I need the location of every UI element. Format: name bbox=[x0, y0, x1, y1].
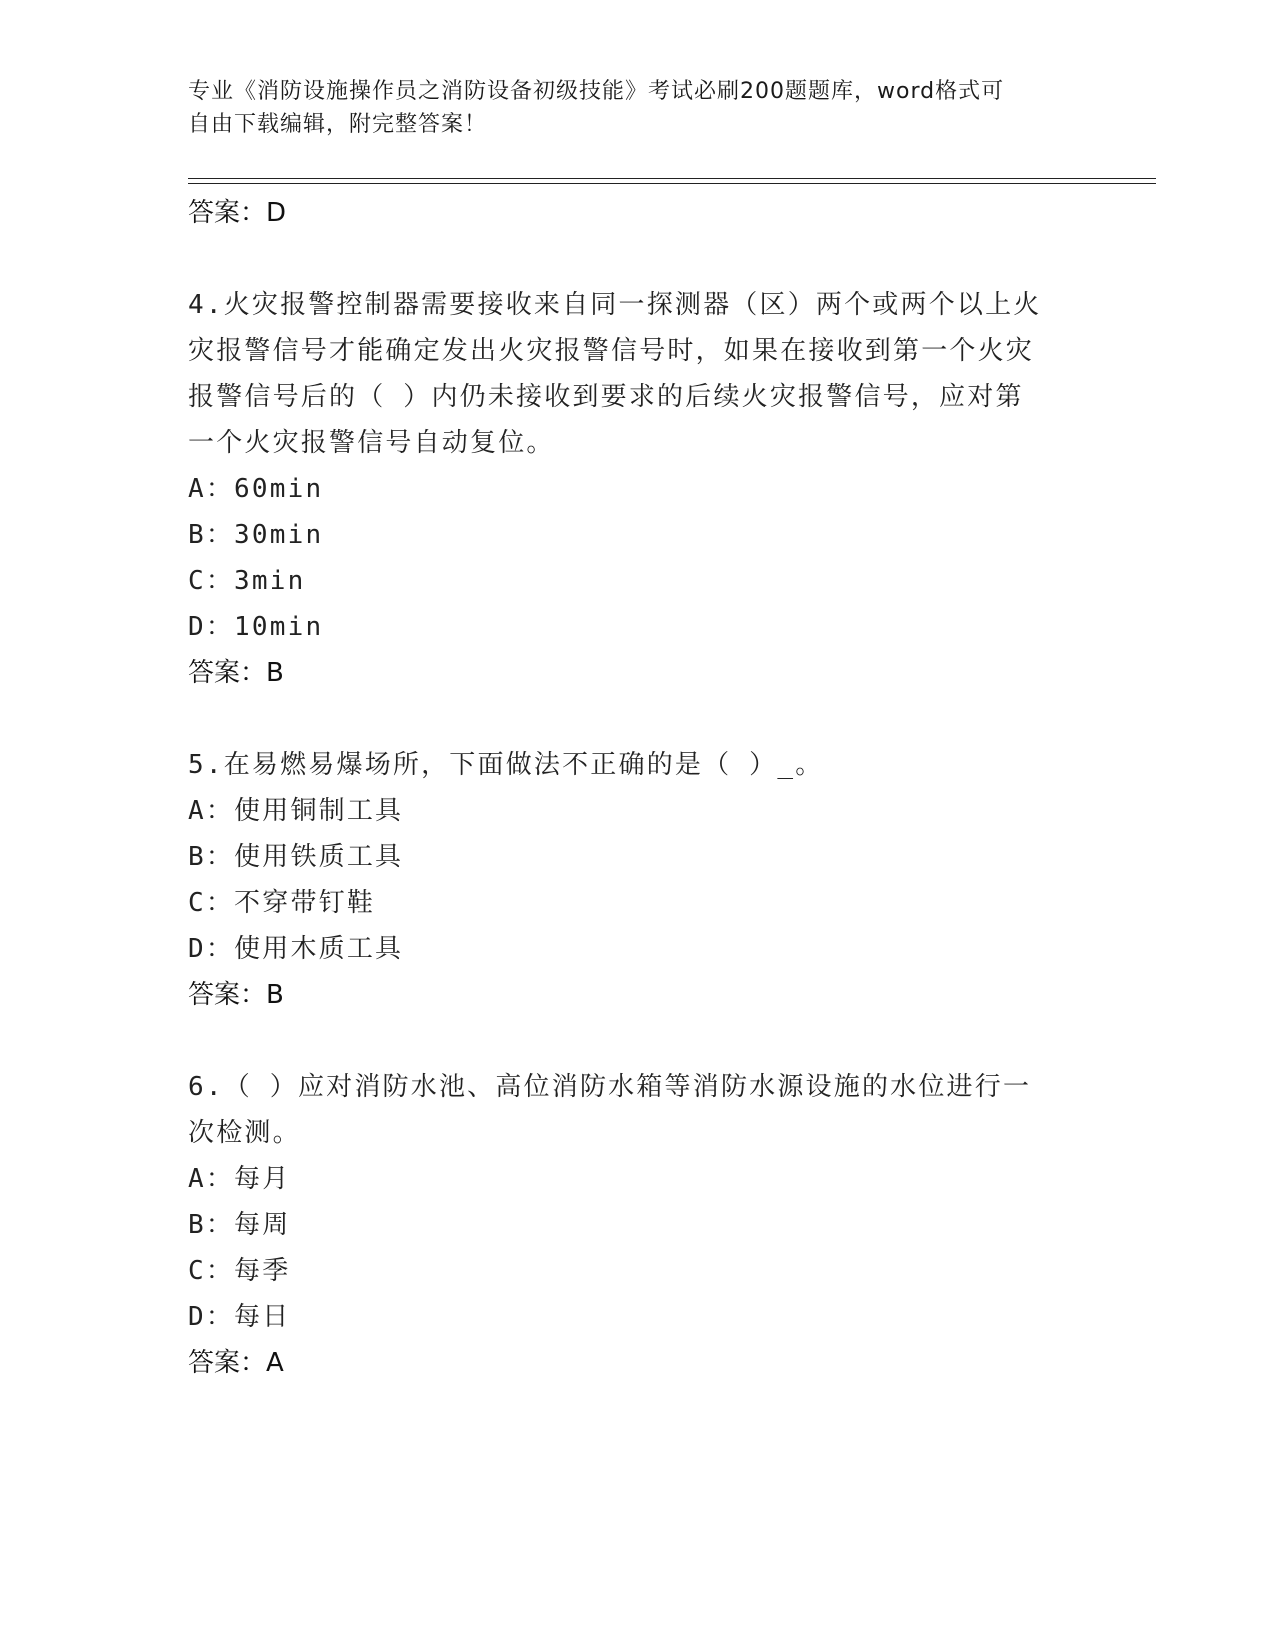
question-5 bbox=[188, 742, 1068, 1018]
question-line: 次检测。 bbox=[188, 1118, 301, 1148]
question-4 bbox=[188, 282, 1068, 696]
question-4-option-b: B：30min bbox=[188, 520, 324, 550]
question-6-stem bbox=[188, 1064, 1068, 1156]
spacer bbox=[188, 1018, 1068, 1064]
question-4-option-a: A：60min bbox=[188, 474, 324, 504]
question-list bbox=[188, 190, 1068, 1386]
question-4-option-d: D：10min bbox=[188, 612, 324, 642]
question-6-answer: 答案：A bbox=[188, 1348, 284, 1378]
question-4-stem bbox=[188, 282, 1068, 466]
question-6 bbox=[188, 1064, 1068, 1386]
question-6-option-b: B：每周 bbox=[188, 1210, 291, 1240]
question-5-option-c: C：不穿带钉鞋 bbox=[188, 888, 376, 918]
question-5-stem bbox=[188, 742, 1068, 788]
spacer bbox=[188, 696, 1068, 742]
header-line-2: 自由下载编辑，附完整答案！ bbox=[188, 112, 488, 137]
question-4-option-c: C：3min bbox=[188, 566, 306, 596]
spacer bbox=[188, 236, 1068, 282]
header-line-1: 专业《消防设施操作员之消防设备初级技能》考试必刷200题题库，word格式可 bbox=[188, 79, 1005, 104]
previous-answer: 答案：D bbox=[188, 198, 287, 228]
question-line: 灾报警信号才能确定发出火灾报警信号时，如果在接收到第一个火灾 bbox=[188, 336, 1035, 366]
header-rule-top bbox=[188, 178, 1156, 179]
question-5-option-d: D：使用木质工具 bbox=[188, 934, 404, 964]
question-line: 一个火灾报警信号自动复位。 bbox=[188, 428, 555, 458]
question-6-option-c: C：每季 bbox=[188, 1256, 291, 1286]
header-rule-bottom bbox=[188, 183, 1156, 184]
question-5-option-b: B：使用铁质工具 bbox=[188, 842, 404, 872]
question-6-option-d: D：每日 bbox=[188, 1302, 291, 1332]
question-4-answer: 答案：B bbox=[188, 658, 284, 688]
question-5-answer: 答案：B bbox=[188, 980, 284, 1010]
question-line: 4.火灾报警控制器需要接收来自同一探测器（区）两个或两个以上火 bbox=[188, 290, 1042, 320]
question-6-option-a: A：每月 bbox=[188, 1164, 291, 1194]
question-5-option-a: A：使用铜制工具 bbox=[188, 796, 404, 826]
question-line: 报警信号后的（ ）内仍未接收到要求的后续火灾报警信号，应对第 bbox=[188, 382, 1024, 412]
question-line: 5.在易燃易爆场所，下面做法不正确的是（ ）_。 bbox=[188, 750, 824, 780]
question-line: 6.（ ）应对消防水池、高位消防水箱等消防水源设施的水位进行一 bbox=[188, 1072, 1032, 1102]
page-header bbox=[188, 75, 1068, 141]
